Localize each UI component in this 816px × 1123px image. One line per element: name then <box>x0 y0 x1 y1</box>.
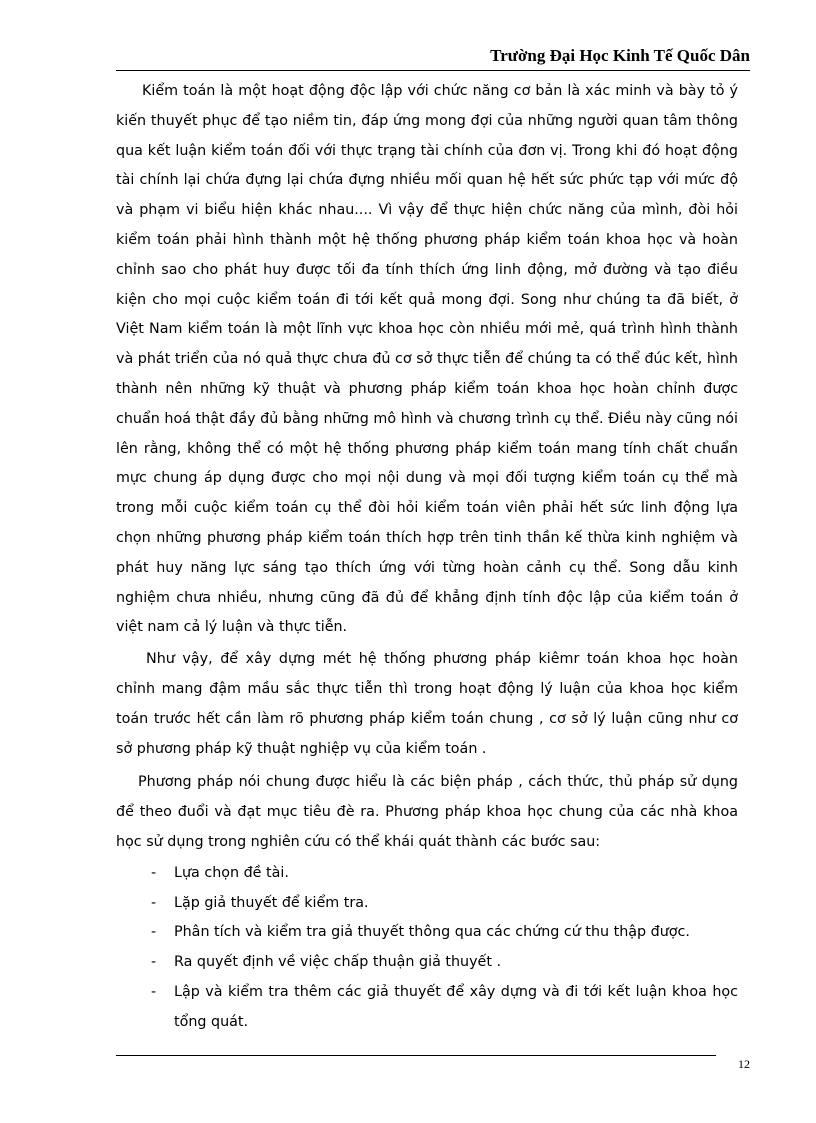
list-item <box>116 889 738 919</box>
list-bullet: - <box>151 924 157 941</box>
paragraph-1: Kiểm toán là một hoạt động độc lập với chức năng cơ bản là xác minh và bày tỏ ý kiến thuyết phục để tạo niềm tin, đáp ứng mong đợi của những người quan tâm thông qua kết luận kiểm toán đối với thực trạng tài chính của đơn vị. Trong khi đó hoạt động tài chính lại chứa đựng lại chứa đựng nhiều mối quan hệ hết sức phức tạp với mức độ và phạm vi biểu hiện khác nhau.... Vì vậy để thực hiện chức năng của mình, đòi hỏi kiểm toán phải hình thành một hệ thống phương pháp kiểm toán khoa học và hoàn chỉnh sao cho phát huy được tối đa tính thích ứng linh động, mở đường và tạo điều kiện cho mọi cuộc kiểm toán đi tới kết quả mong đợi. Song như chúng ta đã biết, ở Việt Nam kiểm toán là một lĩnh vực khoa học còn nhiều mới mẻ, quá trình hình thành và phát triển của nó quả thực chưa đủ cơ sở thực tiễn để chúng ta có thể đúc kết, hình thành nên những kỹ thuật và phương pháp kiểm toán khoa học hoàn chỉnh được chuẩn hoá thật đầy đủ bằng những mô hình và chương trình cụ thể. Điều này cũng nói lên rằng, không thể có một hệ thống phương pháp kiểm toán mang tính chất chuẩn mực chung áp dụng được cho mọi nội dung và mọi đối tượng kiểm toán cụ thể mà trong mỗi cuộc kiểm toán cụ thể đòi hỏi kiểm toán viên phải hết sức linh động lựa chọn những phương pháp kiểm toán thích hợp trên tinh thần kế thừa kinh nghiệm và phát huy năng lực sáng tạo thích ứng với từng hoàn cảnh cụ thể. Song dẫu kinh nghiệm chưa nhiều, nhưng cũng đã đủ để khẳng định tính độc lập của kiểm toán ở việt nam cả lý luận và thực tiễn. <box>116 83 738 636</box>
header-rule <box>116 70 750 71</box>
list-bullet: - <box>151 894 157 911</box>
list-item <box>116 918 738 948</box>
page-header-title: Trường Đại Học Kinh Tế Quốc Dân <box>490 46 750 65</box>
page-number: 12 <box>738 1057 750 1071</box>
document-body <box>116 77 738 1038</box>
list-item-text: Phân tích và kiểm tra giả thuyết thông qua các chứng cứ thu thập được. <box>174 924 690 941</box>
list-item-text: Ra quyết định về việc chấp thuận giả thuyết . <box>174 954 502 971</box>
footer-rule <box>116 1055 716 1056</box>
list-item-text: Lựa chọn đề tài. <box>174 864 289 881</box>
list-bullet: - <box>151 864 157 881</box>
list-item-text: Lập và kiểm tra thêm các giả thuyết để xây dựng và đi tới kết luận khoa học tổng quát. <box>174 983 738 1030</box>
list-item-text: Lặp giả thuyết để kiểm tra. <box>174 894 369 911</box>
list-item <box>116 859 738 889</box>
list-item <box>116 978 738 1038</box>
list-item <box>116 948 738 978</box>
list-bullet: - <box>151 954 157 971</box>
list-bullet: - <box>151 983 157 1000</box>
steps-list <box>116 859 738 1038</box>
paragraph-2: Như vậy, để xây dựng mét hệ thống phương pháp kiêmr toán khoa học hoàn chỉnh mang đậm mầu sắc thực tiễn thì trong hoạt động lý luận của khoa học kiểm toán trước hết cần làm rõ phương pháp kiểm toán chung , cơ sở lý luận cũng như cơ sở phương pháp kỹ thuật nghiệp vụ của kiểm toán . <box>116 651 738 757</box>
paragraph-3: Phương pháp nói chung được hiểu là các biện pháp , cách thức, thủ pháp sử dụng để theo đuổi và đạt mục tiêu đè ra. Phương pháp khoa học chung của các nhà khoa học sử dụng trong nghiên cứu có thể khái quát thành các bước sau: <box>116 774 738 850</box>
